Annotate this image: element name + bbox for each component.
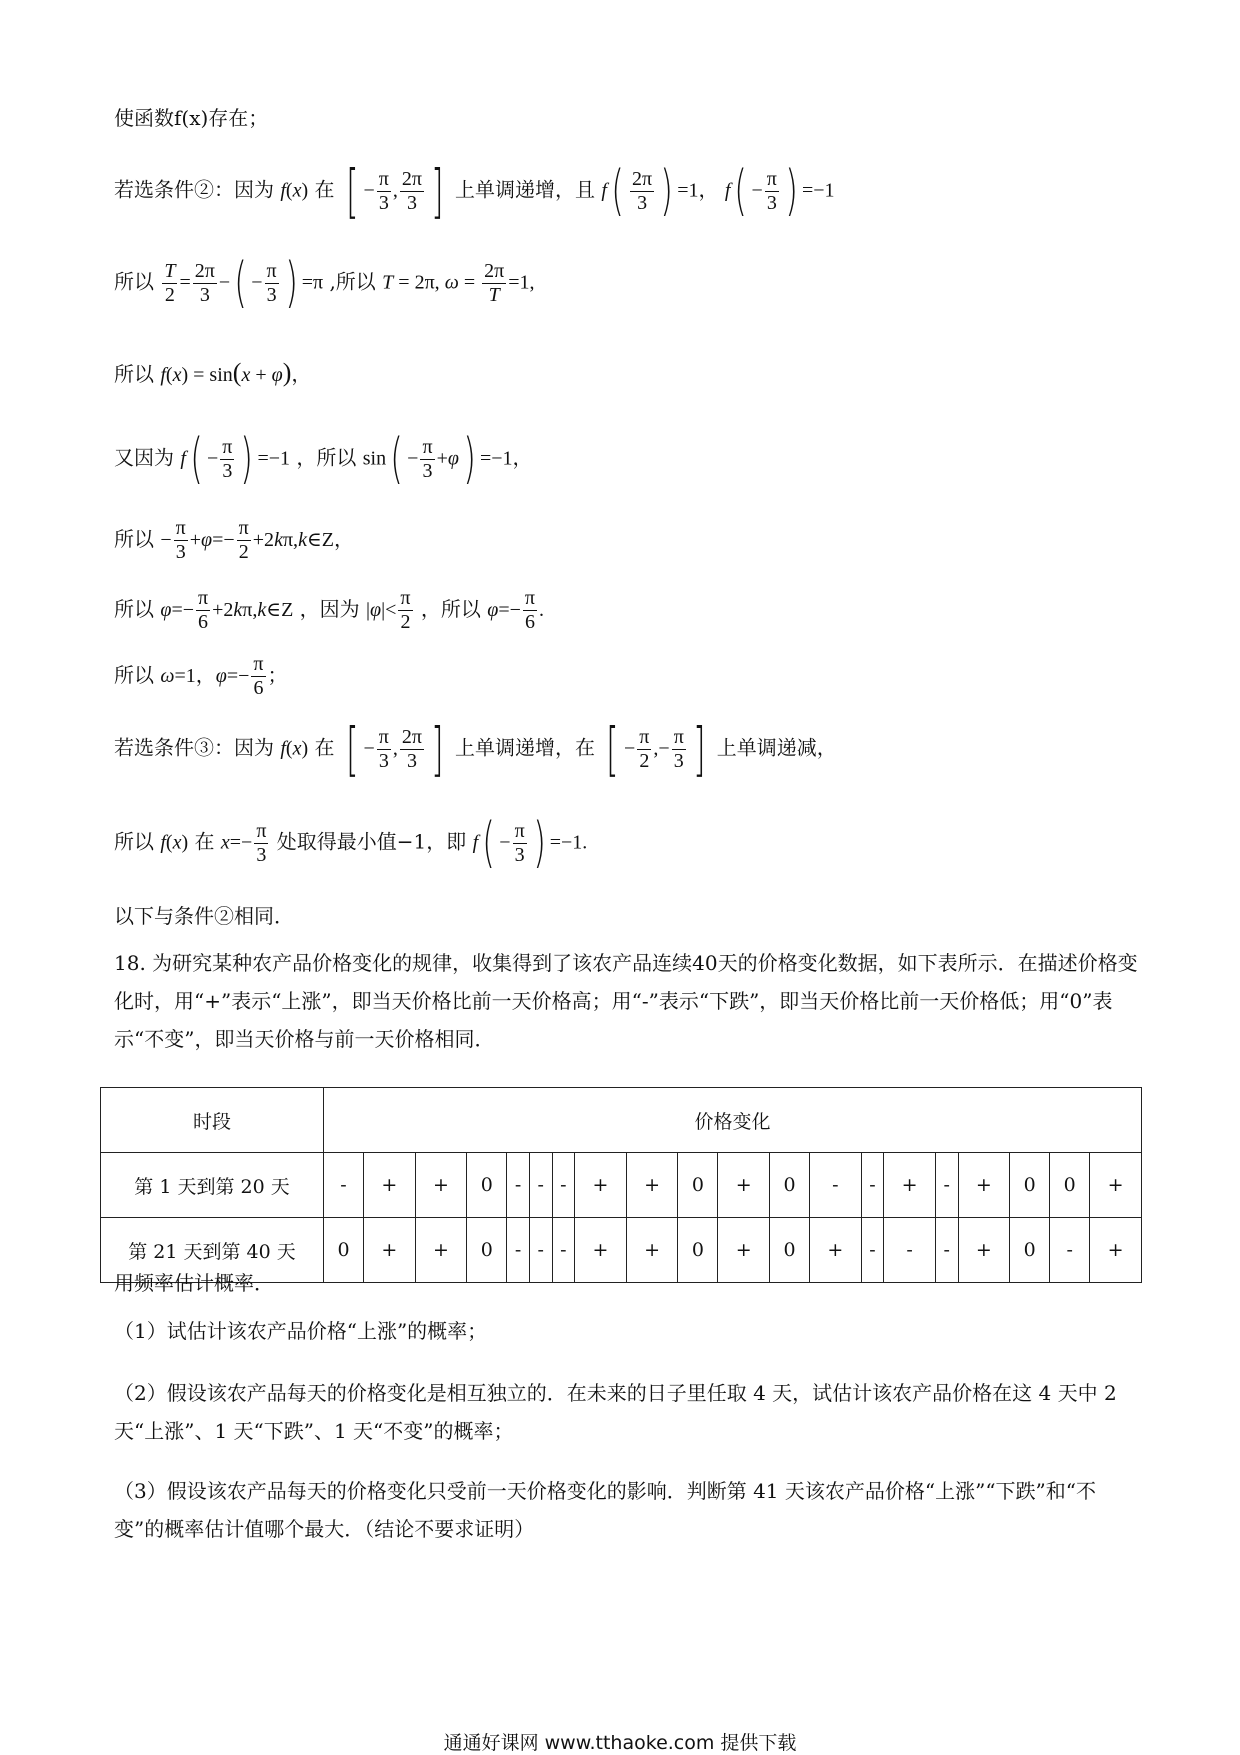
price-change-cell: -	[810, 1153, 862, 1218]
solution-line-11: 以下与条件②相同．	[114, 904, 294, 928]
price-change-cell: 0	[770, 1153, 810, 1218]
price-change-cell: -	[507, 1153, 530, 1218]
price-change-cell: +	[626, 1153, 678, 1218]
price-change-cell: 0	[467, 1153, 507, 1218]
solution-line-4: 所以 f(x) = sin(x + φ)，	[114, 358, 312, 387]
price-change-cell: 0	[678, 1218, 718, 1283]
solution-line-8: 所以 ω=1，φ=− $\frac{\pi}{6}$ ；	[114, 653, 288, 699]
price-change-cell: -	[861, 1218, 884, 1283]
price-change-cell: +	[363, 1153, 415, 1218]
row-label: 第 1 天到第 20 天	[101, 1153, 324, 1218]
table-row	[101, 1153, 1142, 1218]
price-change-cell: -	[529, 1153, 552, 1218]
solution-line-1: 使函数f(x)存在；	[114, 106, 269, 130]
price-change-cell: 0	[1050, 1153, 1090, 1218]
price-change-cell: -	[861, 1153, 884, 1218]
solution-line-2: 若选条件②：因为 f(x) 在 [ − $\frac{\pi}{3}$ , $\frac{2\pi}{3}$ ] 上单调递增，且 f( $\frac{2\pi}{3}$ ) =1， f( − $\frac{\pi}{3}$ ) =−1	[114, 157, 835, 225]
table-header-row	[101, 1088, 1142, 1153]
solution-line-6: 所以 − $\frac{\pi}{3}$ +φ=− $\frac{\pi}{2}$ +2kπ,k∈Z，	[114, 517, 354, 563]
price-change-cell: +	[575, 1218, 627, 1283]
price-change-cell: 0	[1010, 1218, 1050, 1283]
question-3: （3）假设该农产品每天的价格变化只受前一天价格变化的影响．判断第 41 天该农产品价格“上涨”“下跌”和“不变”的概率估计值哪个最大．（结论不要求证明）	[114, 1479, 1097, 1541]
price-change-cell: +	[884, 1153, 936, 1218]
price-change-cell: 0	[1010, 1153, 1050, 1218]
header-price-change: 价格变化	[324, 1088, 1142, 1153]
after-table-text: 用频率估计概率．	[114, 1271, 274, 1295]
price-change-cell: +	[1090, 1218, 1142, 1283]
solution-line-9: 若选条件③：因为 f(x) 在 [ − $\frac{\pi}{3}$ , $\frac{2\pi}{3}$ ] 上单调递增，在 [ − $\frac{\pi}{2}$ ,− $\frac{\pi}{3}$ ] 上单调递减，	[114, 715, 837, 783]
price-change-cell: 0	[324, 1218, 364, 1283]
question-2: （2）假设该农产品每天的价格变化是相互独立的．在未来的日子里任取 4 天，试估计该农产品价格在这 4 天中 2 天“上涨”、1 天“下跌”、1 天“不变”的概率；	[114, 1381, 1117, 1443]
price-change-cell: -	[529, 1218, 552, 1283]
price-change-cell: +	[575, 1153, 627, 1218]
price-change-cell: 0	[770, 1218, 810, 1283]
price-change-cell: -	[552, 1153, 575, 1218]
price-change-cell: -	[935, 1218, 958, 1283]
solution-line-7: 所以 φ=− $\frac{\pi}{6}$ +2kπ,k∈Z ，因为 |φ|< $\frac{\pi}{2}$ ，所以 φ=− $\frac{\pi}{6}$ .	[114, 587, 544, 633]
price-change-cell: +	[958, 1218, 1010, 1283]
price-change-cell: -	[935, 1153, 958, 1218]
price-change-cell: +	[718, 1218, 770, 1283]
price-change-cell: +	[415, 1218, 467, 1283]
footer-source: 通通好课网 www.tthaoke.com 提供下载	[443, 1732, 797, 1754]
solution-line-3: 所以 $\frac{T}{2}$ = $\frac{2\pi}{3}$ −( − $\frac{\pi}{3}$ ) =π ,所以 T = 2π, ω = $\frac{2\pi}{T}$ =1,	[114, 251, 535, 314]
price-change-cell: -	[507, 1218, 530, 1283]
problem-18-intro: 18. 为研究某种农产品价格变化的规律，收集得到了该农产品连续40天的价格变化数据，如下表所示．在描述价格变化时，用“+”表示“上涨”，即当天价格比前一天价格高；用“-”表示“下跌”，即当天价格比前一天价格低；用“0”表示“不变”，即当天价格与前一天价格相同．	[114, 951, 1138, 1051]
price-change-cell: +	[1090, 1153, 1142, 1218]
price-change-cell: 0	[467, 1218, 507, 1283]
price-change-cell: +	[810, 1218, 862, 1283]
price-change-cell: 0	[678, 1153, 718, 1218]
price-change-cell: -	[884, 1218, 936, 1283]
price-change-cell: +	[415, 1153, 467, 1218]
price-change-cell: +	[363, 1218, 415, 1283]
price-change-table	[100, 1087, 1142, 1283]
header-period: 时段	[101, 1088, 324, 1153]
price-change-cell: +	[718, 1153, 770, 1218]
price-change-cell: +	[958, 1153, 1010, 1218]
solution-line-5: 又因为 f( − $\frac{\pi}{3}$ ) =−1 ，所以 sin( − $\frac{\pi}{3}$ +φ) =−1，	[114, 427, 533, 490]
row-label: 第 21 天到第 40 天	[101, 1218, 324, 1283]
price-change-cell: -	[552, 1218, 575, 1283]
price-change-cell: +	[626, 1218, 678, 1283]
question-1: （1）试估计该农产品价格“上涨”的概率；	[114, 1319, 488, 1343]
price-change-cell: -	[1050, 1218, 1090, 1283]
price-change-cell: -	[324, 1153, 364, 1218]
solution-line-10: 所以 f(x) 在 x=− $\frac{\pi}{3}$ 处取得最小值−1，即 f( − $\frac{\pi}{3}$ ) =−1.	[114, 811, 588, 874]
